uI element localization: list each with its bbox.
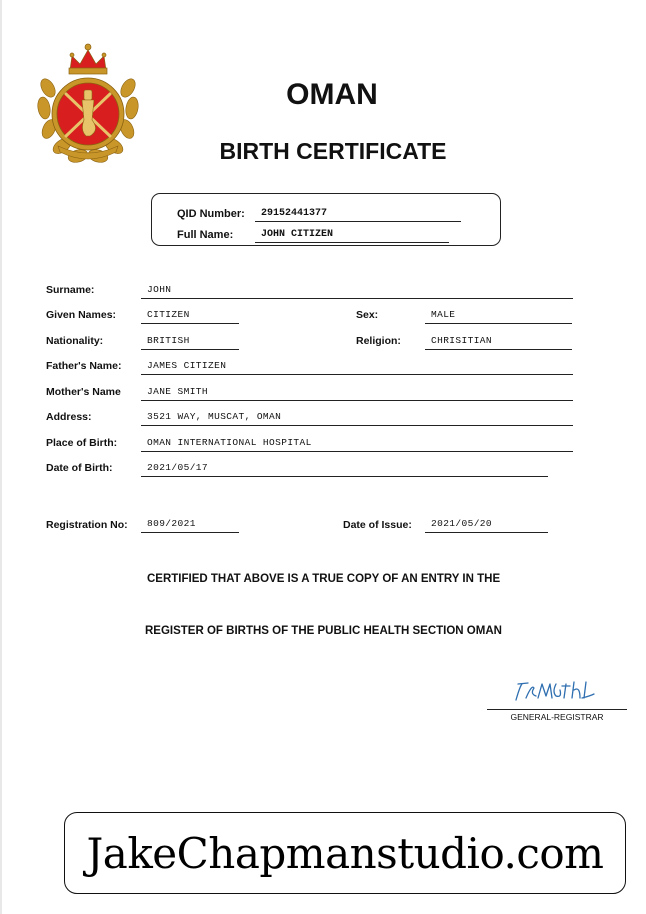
signature-line [487, 709, 627, 710]
father-name-value: JAMES CITIZEN [141, 360, 573, 375]
registrar-signature [512, 676, 596, 706]
watermark-banner: JakeChapmanstudio.com [64, 812, 626, 894]
registrar-title: GENERAL-REGISTRAR [510, 712, 604, 722]
date-of-birth-label: Date of Birth: [46, 462, 113, 474]
sex-value: MALE [425, 309, 572, 324]
address-value: 3521 WAY, MUSCAT, OMAN [141, 411, 573, 426]
place-of-birth-value: OMAN INTERNATIONAL HOSPITAL [141, 437, 573, 452]
given-names-label: Given Names: [46, 309, 117, 321]
father-name-label: Father's Name: [46, 360, 122, 372]
date-of-issue-value: 2021/05/20 [425, 518, 548, 533]
nationality-value: BRITISH [141, 335, 239, 350]
surname-value: JOHN [141, 284, 573, 299]
country-title: OMAN [286, 78, 378, 111]
registration-no-label: Registration No: [46, 519, 128, 531]
certification-line-1: CERTIFIED THAT ABOVE IS A TRUE COPY OF AN ENTRY IN THE [147, 573, 501, 585]
certification-line-2: REGISTER OF BIRTHS OF THE PUBLIC HEALTH SECTION OMAN [145, 625, 502, 637]
nationality-label: Nationality: [46, 335, 104, 347]
id-box [151, 193, 501, 246]
given-names-value: CITIZEN [141, 309, 239, 324]
full-name-label: Full Name: [177, 229, 234, 241]
address-label: Address: [46, 411, 92, 423]
document-title: BIRTH CERTIFICATE [219, 138, 447, 164]
registration-no-value: 809/2021 [141, 518, 239, 533]
sex-label: Sex: [356, 309, 379, 321]
mother-name-label: Mother's Name [46, 386, 121, 398]
page-edge [0, 0, 2, 914]
date-of-birth-value: 2021/05/17 [141, 462, 548, 477]
qid-value: 29152441377 [255, 208, 461, 222]
religion-label: Religion: [356, 335, 401, 347]
date-of-issue-label: Date of Issue: [343, 519, 412, 531]
place-of-birth-label: Place of Birth: [46, 437, 118, 449]
qid-label: QID Number: [177, 208, 245, 220]
national-emblem-icon [36, 38, 140, 166]
mother-name-value: JANE SMITH [141, 386, 573, 401]
full-name-value: JOHN CITIZEN [255, 229, 449, 243]
religion-value: CHRISITIAN [425, 335, 572, 350]
surname-label: Surname: [46, 284, 95, 296]
